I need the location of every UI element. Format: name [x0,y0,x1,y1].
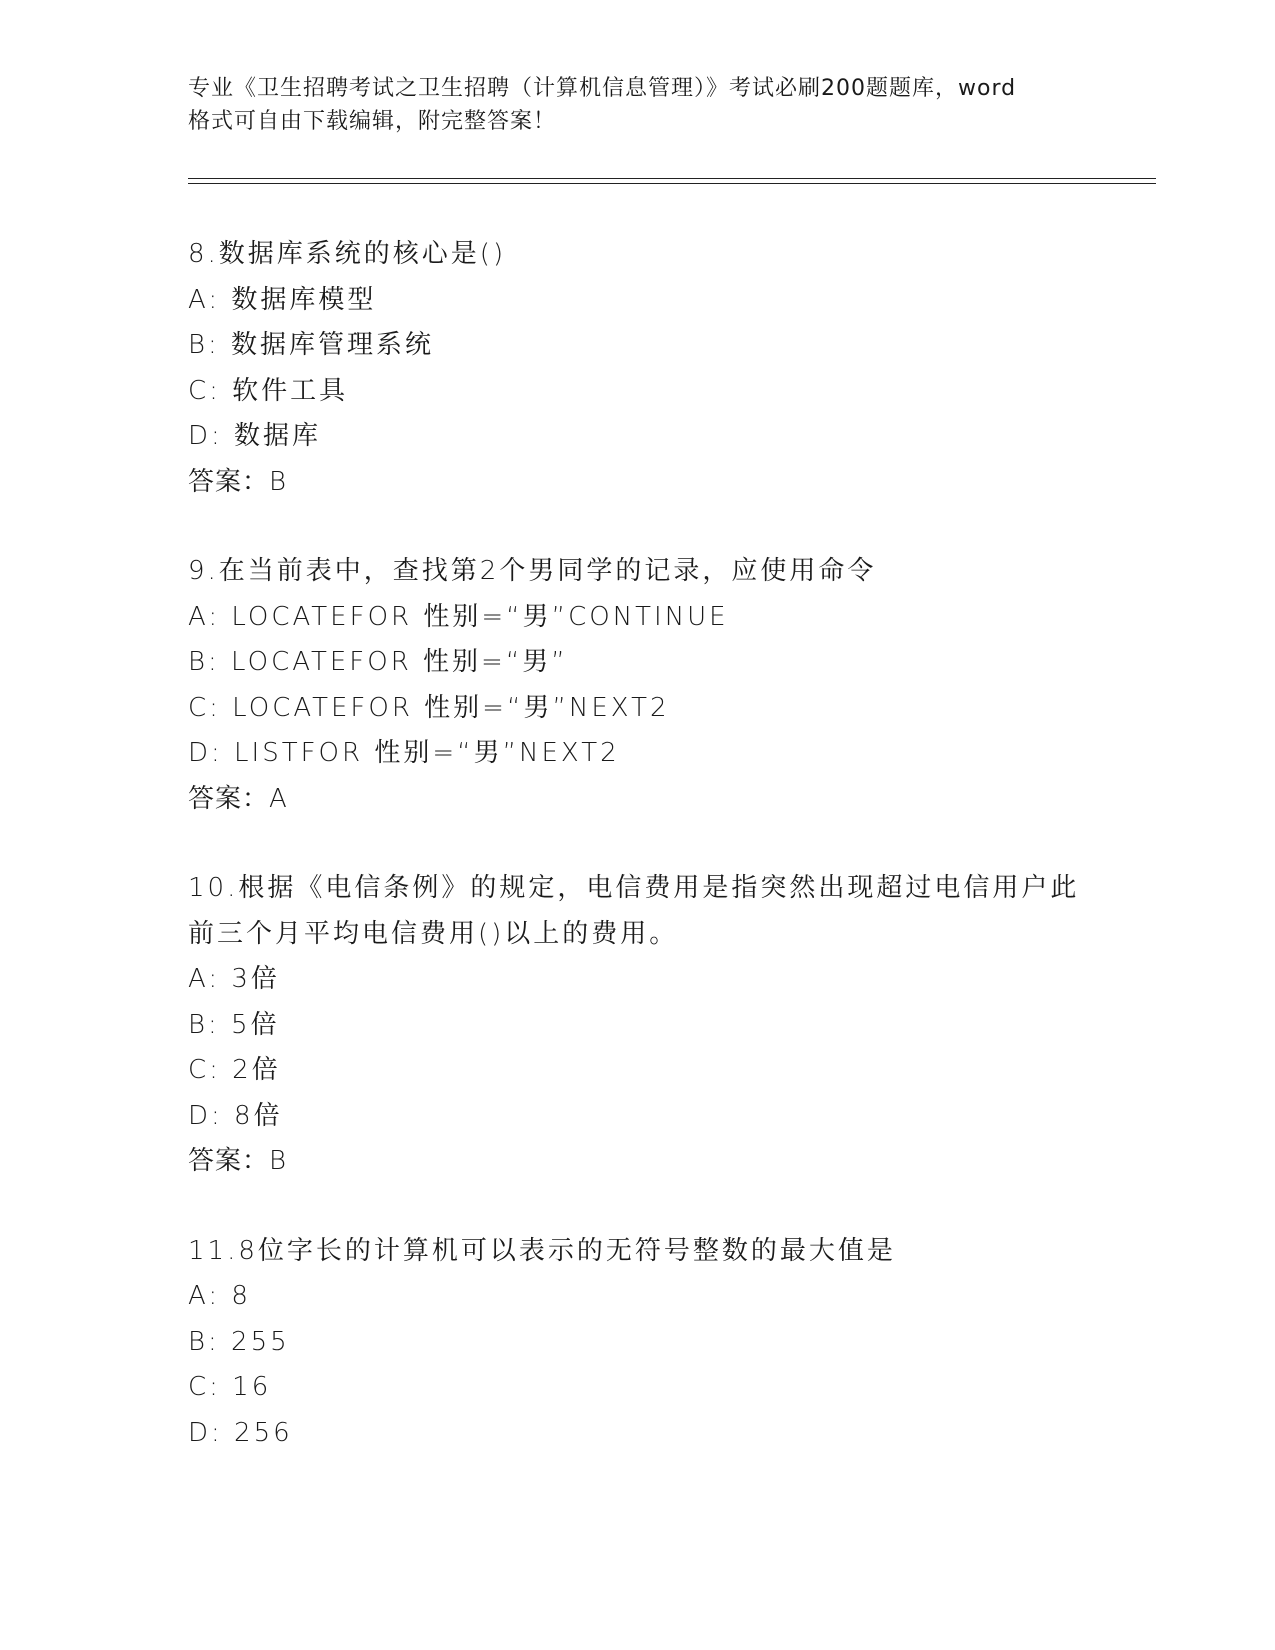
option-d: D: 8倍 [188,1100,283,1131]
answer-label: 答案： [188,466,270,497]
option-d: D: 数据库 [188,421,322,451]
question-stem-line-1: 10.根据《电信条例》的规定，电信费用是指突然出现超过电信用户此 [188,873,1080,903]
question-8 [188,232,1088,505]
option-b: B: 数据库管理系统 [188,330,435,360]
option-b: B: 5倍 [188,1009,280,1040]
question-list [188,232,1088,1500]
answer [188,1139,1088,1185]
option-c: C: 16 [188,1372,272,1402]
option-b: B: 255 [188,1326,290,1357]
option-c: C: 2倍 [188,1055,281,1085]
option-d: D: 256 [188,1417,293,1448]
option-d: D: LISTFOR 性别=“男”NEXT2 [188,738,620,768]
answer-label: 答案： [188,1146,270,1176]
header-divider-top [188,178,1156,179]
answer-label: 答案： [188,783,270,814]
answer-value: B [269,1146,288,1176]
header-line-1: 专业《卫生招聘考试之卫生招聘（计算机信息管理）》考试必刷200题题库，word [188,76,1017,101]
answer-value: A [269,783,288,814]
header-line-2: 格式可自由下载编辑，附完整答案！ [188,109,557,134]
option-c: C: LOCATEFOR 性别=“男”NEXT2 [188,692,670,723]
option-a: A: LOCATEFOR 性别=“男”CONTINUE [188,601,729,632]
option-a: A: 数据库模型 [188,284,377,315]
option-a: A: 3倍 [188,964,280,994]
question-stem-line-2: 前三个月平均电信费用()以上的费用。 [188,918,679,949]
question-11 [188,1229,1088,1457]
answer [188,777,1088,823]
question-10 [188,866,1088,1185]
option-b: B: LOCATEFOR 性别=“男” [188,647,568,677]
header-divider-bottom [188,183,1156,184]
question-stem: 8.数据库系统的核心是() [188,239,507,269]
answer [188,460,1088,506]
option-a: A: 8 [188,1281,251,1311]
question-stem: 9.在当前表中，查找第2个男同学的记录，应使用命令 [188,556,877,586]
option-c: C: 软件工具 [188,375,349,406]
document-header [188,72,1098,138]
question-9 [188,549,1088,822]
question-stem: 11.8位字长的计算机可以表示的无符号整数的最大值是 [188,1235,896,1266]
answer-value: B [269,466,288,497]
